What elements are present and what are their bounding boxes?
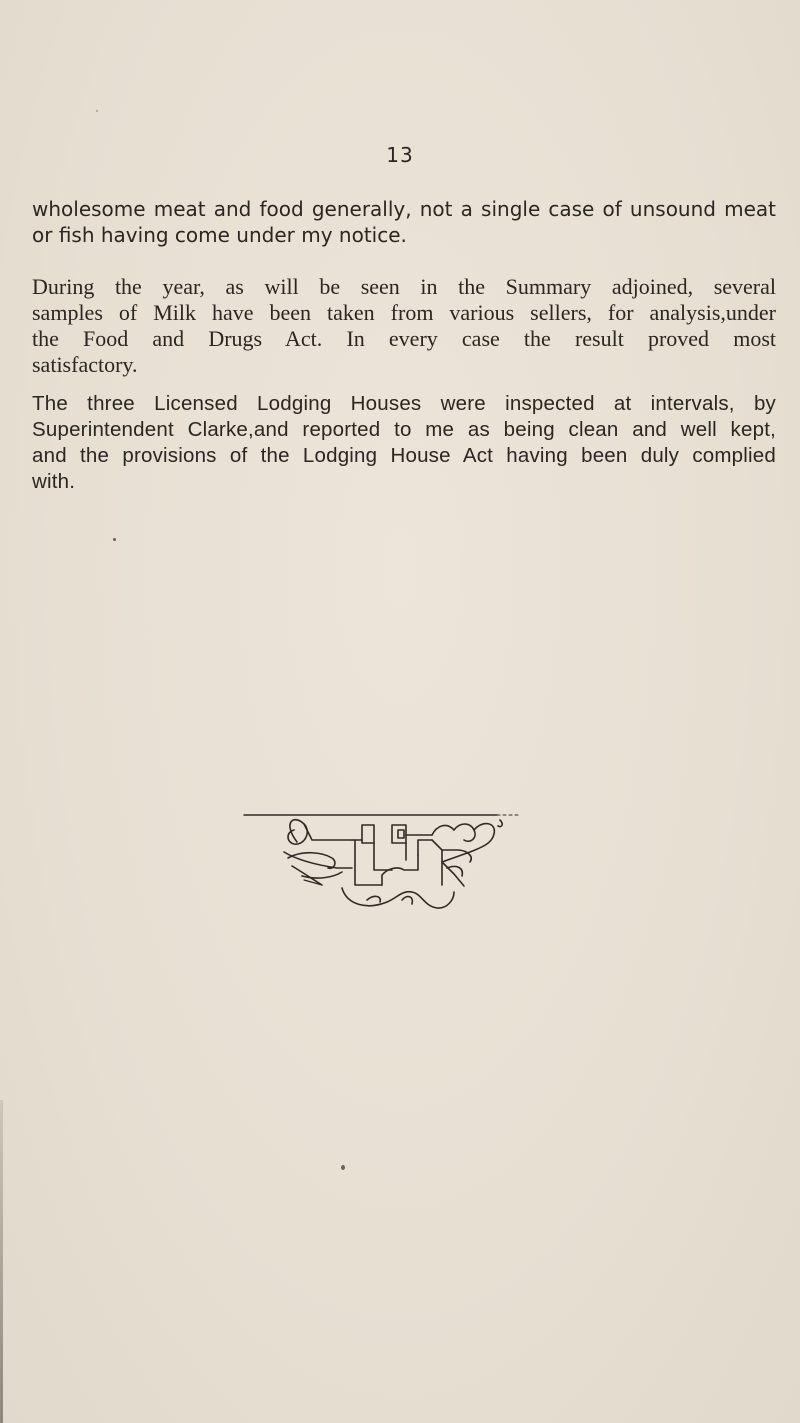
page-number: 13 (386, 143, 414, 167)
text-line: samples of Milk have been taken from various sellers, for analysis,under (32, 300, 776, 325)
page-edge-shadow (0, 1100, 3, 1423)
tailpiece-ornament-icon (242, 810, 532, 920)
text-line: and the provisions of the Lodging House Act having been duly complied (32, 444, 776, 467)
text-line: Superintendent Clarke,and reported to me as being clean and well kept, (32, 418, 776, 441)
paper-speck (96, 110, 98, 112)
text-line: The three Licensed Lodging Houses were inspected at intervals, by (32, 392, 776, 415)
text-line: satisfactory. (32, 352, 138, 377)
text-line: During the year, as will be seen in the Summary adjoined, several (32, 274, 776, 299)
paper-speck (341, 1165, 345, 1170)
paragraph-milk-samples (32, 274, 776, 378)
text-line: with. (32, 470, 76, 493)
text-line: wholesome meat and food generally, not a single case of unsound meat (32, 197, 776, 221)
paper-speck (113, 538, 116, 541)
paragraph-lodging-houses (32, 391, 776, 495)
text-line: the Food and Drugs Act. In every case the result proved most (32, 326, 776, 351)
paragraph-meat-inspection (32, 196, 776, 248)
text-line: or fish having come under my notice. (32, 223, 407, 247)
